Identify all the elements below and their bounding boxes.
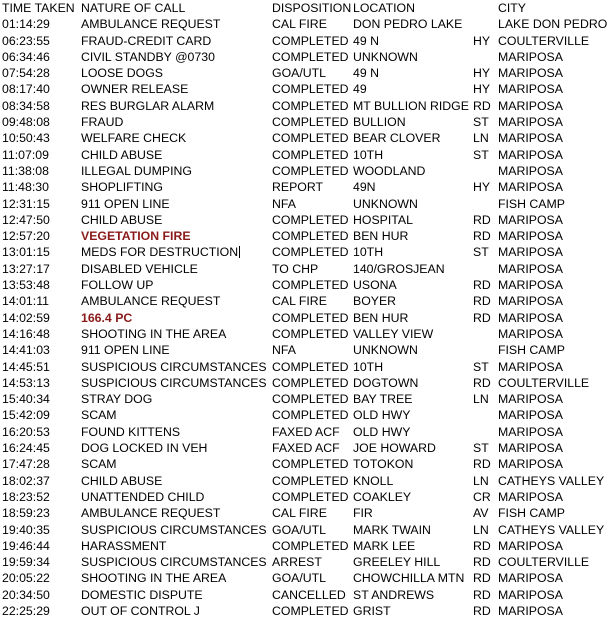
- table-row: [0, 81, 614, 97]
- nature-cell: FOLLOW UP: [81, 278, 154, 293]
- disposition-cell: CAL FIRE: [272, 17, 327, 32]
- disposition-cell: COMPLETED: [272, 473, 349, 488]
- disposition-cell: COMPLETED: [272, 392, 349, 407]
- header-disposition: DISPOSITION: [272, 1, 352, 15]
- time-cell: 19:46:44: [2, 538, 50, 553]
- location-cell: MARK TWAIN: [353, 522, 431, 537]
- disposition-cell: COMPLETED: [272, 278, 349, 293]
- city-cell: MARIPOSA: [498, 49, 563, 64]
- disposition-cell: COMPLETED: [272, 359, 349, 374]
- time-cell: 19:40:35: [2, 522, 50, 537]
- city-cell: MARIPOSA: [498, 408, 563, 423]
- time-cell: 09:48:08: [2, 115, 50, 130]
- time-cell: 17:47:28: [2, 457, 50, 472]
- nature-cell: VEGETATION FIRE: [81, 229, 191, 244]
- disposition-cell: COMPLETED: [272, 212, 349, 227]
- disposition-cell: COMPLETED: [272, 603, 349, 618]
- time-cell: 10:50:43: [2, 131, 50, 146]
- nature-cell: WELFARE CHECK: [81, 131, 187, 146]
- nature-cell: FOUND KITTENS: [81, 424, 181, 439]
- city-cell: CATHEYS VALLEY: [498, 522, 605, 537]
- city-cell: CATHEYS VALLEY: [498, 473, 605, 488]
- time-cell: 16:20:53: [2, 424, 50, 439]
- disposition-cell: FAXED ACF: [272, 424, 340, 439]
- disposition-cell: COMPLETED: [272, 115, 349, 130]
- disposition-cell: FAXED ACF: [272, 441, 340, 456]
- nature-cell: UNATTENDED CHILD: [81, 489, 205, 504]
- disposition-cell: CAL FIRE: [272, 294, 327, 309]
- street-suffix-cell: LN: [473, 473, 489, 488]
- nature-cell: SHOPLIFTING: [81, 180, 163, 195]
- city-cell: MARIPOSA: [498, 180, 563, 195]
- location-cell: BEN HUR: [353, 310, 409, 325]
- location-cell: 49: [353, 82, 367, 97]
- location-cell: USONA: [353, 278, 397, 293]
- table-row: [0, 570, 614, 586]
- city-cell: MARIPOSA: [498, 603, 563, 618]
- disposition-cell: COMPLETED: [272, 326, 349, 341]
- location-cell: 10TH: [353, 147, 384, 162]
- disposition-cell: REPORT: [272, 180, 324, 195]
- city-cell: MARIPOSA: [498, 66, 563, 81]
- disposition-cell: GOA/UTL: [272, 571, 326, 586]
- disposition-cell: COMPLETED: [272, 538, 349, 553]
- nature-cell: SHOOTING IN THE AREA: [81, 326, 227, 341]
- disposition-cell: COMPLETED: [272, 131, 349, 146]
- nature-cell: CIVIL STANDBY @0730: [81, 49, 215, 64]
- table-row: [0, 391, 614, 407]
- nature-cell: DOG LOCKED IN VEH: [81, 441, 208, 456]
- time-cell: 06:34:46: [2, 49, 50, 64]
- time-cell: 15:40:34: [2, 392, 50, 407]
- table-row: [0, 163, 614, 179]
- location-cell: CHOWCHILLA MTN: [353, 571, 465, 586]
- location-cell: ST ANDREWS: [353, 587, 435, 602]
- table-row: [0, 587, 614, 603]
- nature-cell: LOOSE DOGS: [81, 66, 164, 81]
- city-cell: MARIPOSA: [498, 131, 563, 146]
- table-row: [0, 424, 614, 440]
- table-row: [0, 440, 614, 456]
- location-cell: MARK LEE: [353, 538, 416, 553]
- nature-cell: RES BURGLAR ALARM: [81, 98, 215, 113]
- city-cell: MARIPOSA: [498, 310, 563, 325]
- disposition-cell: ARREST: [272, 555, 322, 570]
- table-row: [0, 98, 614, 114]
- city-cell: MARIPOSA: [498, 98, 563, 113]
- disposition-cell: COMPLETED: [272, 33, 349, 48]
- disposition-cell: NFA: [272, 196, 296, 211]
- location-cell: BEAR CLOVER: [353, 131, 441, 146]
- location-cell: DON PEDRO LAKE: [353, 17, 463, 32]
- table-row: [0, 310, 614, 326]
- city-cell: COULTERVILLE: [498, 375, 590, 390]
- time-cell: 20:34:50: [2, 587, 50, 602]
- nature-cell: CHILD ABUSE: [81, 473, 163, 488]
- city-cell: MARIPOSA: [498, 424, 563, 439]
- city-cell: COULTERVILLE: [498, 555, 590, 570]
- time-cell: 14:41:03: [2, 343, 50, 358]
- disposition-cell: CAL FIRE: [272, 506, 327, 521]
- time-cell: 14:01:11: [2, 294, 49, 309]
- street-suffix-cell: RD: [473, 555, 491, 570]
- city-cell: MARIPOSA: [498, 245, 563, 260]
- street-suffix-cell: ST: [473, 115, 489, 130]
- table-row: [0, 114, 614, 130]
- street-suffix-cell: AV: [473, 506, 489, 521]
- table-row: [0, 293, 614, 309]
- street-suffix-cell: HY: [473, 33, 491, 48]
- street-suffix-cell: ST: [473, 245, 489, 260]
- street-suffix-cell: HY: [473, 82, 491, 97]
- street-suffix-cell: RD: [473, 294, 491, 309]
- disposition-cell: NFA: [272, 343, 296, 358]
- city-cell: LAKE DON PEDRO: [498, 17, 608, 32]
- location-cell: UNKNOWN: [353, 343, 418, 358]
- time-cell: 11:07:09: [2, 147, 49, 162]
- location-cell: HOSPITAL: [353, 212, 413, 227]
- street-suffix-cell: RD: [473, 538, 491, 553]
- city-cell: MARIPOSA: [498, 212, 563, 227]
- city-cell: MARIPOSA: [498, 261, 563, 276]
- table-row: [0, 554, 614, 570]
- street-suffix-cell: RD: [473, 310, 491, 325]
- street-suffix-cell: RD: [473, 457, 491, 472]
- location-cell: 49N: [353, 180, 376, 195]
- time-cell: 14:45:51: [2, 359, 50, 374]
- city-cell: MARIPOSA: [498, 538, 563, 553]
- time-cell: 19:59:34: [2, 555, 50, 570]
- location-cell: COAKLEY: [353, 489, 412, 504]
- location-cell: GREELEY HILL: [353, 555, 441, 570]
- nature-cell: ILLEGAL DUMPING: [81, 163, 192, 178]
- nature-cell: 911 OPEN LINE: [81, 343, 170, 358]
- street-suffix-cell: RD: [473, 98, 491, 113]
- nature-cell: SCAM: [81, 408, 117, 423]
- nature-cell: STRAY DOG: [81, 392, 153, 407]
- city-cell: MARIPOSA: [498, 359, 563, 374]
- city-cell: MARIPOSA: [498, 147, 563, 162]
- table-row: [0, 130, 614, 146]
- table-row: [0, 375, 614, 391]
- city-cell: MARIPOSA: [498, 489, 563, 504]
- location-cell: BOYER: [353, 294, 397, 309]
- street-suffix-cell: CR: [473, 489, 491, 504]
- table-row: [0, 505, 614, 521]
- city-cell: MARIPOSA: [498, 229, 563, 244]
- time-cell: 14:02:59: [2, 310, 50, 325]
- table-row: [0, 522, 614, 538]
- time-cell: 14:53:13: [2, 375, 50, 390]
- nature-cell: SCAM: [81, 457, 117, 472]
- nature-cell: OWNER RELEASE: [81, 82, 189, 97]
- street-suffix-cell: ST: [473, 441, 489, 456]
- disposition-cell: COMPLETED: [272, 98, 349, 113]
- time-cell: 13:53:48: [2, 278, 50, 293]
- location-cell: 140/GROSJEAN: [353, 261, 445, 276]
- location-cell: JOE HOWARD: [353, 441, 436, 456]
- table-row: [0, 49, 614, 65]
- city-cell: FISH CAMP: [498, 506, 565, 521]
- nature-cell: MEDS FOR DESTRUCTION: [81, 245, 239, 260]
- time-cell: 13:01:15: [2, 245, 50, 260]
- street-suffix-cell: LN: [473, 392, 489, 407]
- disposition-cell: TO CHP: [272, 261, 319, 276]
- time-cell: 15:42:09: [2, 408, 50, 423]
- time-cell: 12:47:50: [2, 212, 50, 227]
- disposition-cell: COMPLETED: [272, 310, 349, 325]
- time-cell: 11:38:08: [2, 163, 49, 178]
- time-cell: 18:23:52: [2, 489, 50, 504]
- nature-cell: SUSPICIOUS CIRCUMSTANCES: [81, 555, 267, 570]
- nature-cell: AMBULANCE REQUEST: [81, 294, 221, 309]
- nature-cell: HARASSMENT: [81, 538, 167, 553]
- location-cell: TOTOKON: [353, 457, 414, 472]
- disposition-cell: COMPLETED: [272, 229, 349, 244]
- time-cell: 13:27:17: [2, 261, 50, 276]
- location-cell: VALLEY VIEW: [353, 326, 434, 341]
- table-row: [0, 342, 614, 358]
- nature-cell: DOMESTIC DISPUTE: [81, 587, 203, 602]
- table-row: [0, 603, 614, 619]
- location-cell: 49 N: [353, 33, 379, 48]
- street-suffix-cell: RD: [473, 603, 491, 618]
- nature-cell: FRAUD: [81, 115, 124, 130]
- time-cell: 12:57:20: [2, 229, 50, 244]
- street-suffix-cell: RD: [473, 229, 491, 244]
- table-row: [0, 33, 614, 49]
- location-cell: BEN HUR: [353, 229, 409, 244]
- location-cell: OLD HWY: [353, 408, 411, 423]
- time-cell: 14:16:48: [2, 326, 50, 341]
- street-suffix-cell: LN: [473, 522, 489, 537]
- table-row: [0, 407, 614, 423]
- city-cell: MARIPOSA: [498, 587, 563, 602]
- time-cell: 08:17:40: [2, 82, 50, 97]
- city-cell: MARIPOSA: [498, 115, 563, 130]
- location-cell: FIR: [353, 506, 373, 521]
- location-cell: WOODLAND: [353, 163, 426, 178]
- location-cell: UNKNOWN: [353, 49, 418, 64]
- header-nature: NATURE OF CALL: [81, 1, 186, 15]
- disposition-cell: CANCELLED: [272, 587, 346, 602]
- city-cell: MARIPOSA: [498, 294, 563, 309]
- time-cell: 18:02:37: [2, 473, 50, 488]
- header-row: [0, 0, 614, 16]
- city-cell: MARIPOSA: [498, 441, 563, 456]
- location-cell: 49 N: [353, 66, 379, 81]
- nature-cell: AMBULANCE REQUEST: [81, 17, 221, 32]
- disposition-cell: GOA/UTL: [272, 66, 326, 81]
- nature-cell: DISABLED VEHICLE: [81, 261, 198, 276]
- time-cell: 20:05:22: [2, 571, 50, 586]
- location-cell: OLD HWY: [353, 424, 411, 439]
- table-row: [0, 489, 614, 505]
- table-row: [0, 228, 614, 244]
- table-row: [0, 147, 614, 163]
- nature-cell: CHILD ABUSE: [81, 212, 163, 227]
- table-row: [0, 196, 614, 212]
- table-row: [0, 456, 614, 472]
- disposition-cell: COMPLETED: [272, 489, 349, 504]
- location-cell: BAY TREE: [353, 392, 413, 407]
- city-cell: FISH CAMP: [498, 343, 565, 358]
- city-cell: MARIPOSA: [498, 278, 563, 293]
- location-cell: 10TH: [353, 359, 384, 374]
- nature-cell: SUSPICIOUS CIRCUMSTANCES: [81, 359, 267, 374]
- time-cell: 08:34:58: [2, 98, 50, 113]
- time-cell: 16:24:45: [2, 441, 50, 456]
- street-suffix-cell: ST: [473, 147, 489, 162]
- table-row: [0, 244, 614, 260]
- nature-cell: FRAUD-CREDIT CARD: [81, 33, 212, 48]
- street-suffix-cell: RD: [473, 278, 491, 293]
- nature-cell: 911 OPEN LINE: [81, 196, 170, 211]
- disposition-cell: COMPLETED: [272, 147, 349, 162]
- location-cell: MT BULLION RIDGE: [353, 98, 469, 113]
- nature-cell: CHILD ABUSE: [81, 147, 163, 162]
- table-row: [0, 359, 614, 375]
- street-suffix-cell: RD: [473, 212, 491, 227]
- header-time: TIME TAKEN: [2, 1, 75, 15]
- location-cell: UNKNOWN: [353, 196, 418, 211]
- street-suffix-cell: HY: [473, 66, 491, 81]
- table-row: [0, 179, 614, 195]
- location-cell: DOGTOWN: [353, 375, 419, 390]
- location-cell: GRIST: [353, 603, 391, 618]
- street-suffix-cell: ST: [473, 359, 489, 374]
- table-row: [0, 326, 614, 342]
- nature-cell: AMBULANCE REQUEST: [81, 506, 221, 521]
- nature-cell: SHOOTING IN THE AREA: [81, 571, 227, 586]
- time-cell: 07:54:28: [2, 66, 50, 81]
- table-row: [0, 16, 614, 32]
- nature-cell: OUT OF CONTROL J: [81, 603, 200, 618]
- city-cell: MARIPOSA: [498, 163, 563, 178]
- location-cell: KNOLL: [353, 473, 394, 488]
- nature-cell: 166.4 PC: [81, 310, 133, 325]
- table-row: [0, 473, 614, 489]
- table-row: [0, 538, 614, 554]
- city-cell: FISH CAMP: [498, 196, 565, 211]
- call-log-rows: [0, 16, 614, 619]
- time-cell: 06:23:55: [2, 33, 50, 48]
- city-cell: MARIPOSA: [498, 82, 563, 97]
- time-cell: 01:14:29: [2, 17, 50, 32]
- time-cell: 12:31:15: [2, 196, 50, 211]
- disposition-cell: COMPLETED: [272, 163, 349, 178]
- nature-cell: SUSPICIOUS CIRCUMSTANCES: [81, 522, 267, 537]
- city-cell: MARIPOSA: [498, 571, 563, 586]
- disposition-cell: COMPLETED: [272, 457, 349, 472]
- street-suffix-cell: HY: [473, 180, 491, 195]
- street-suffix-cell: RD: [473, 587, 491, 602]
- header-location: LOCATION: [353, 1, 415, 15]
- table-row: [0, 277, 614, 293]
- table-row: [0, 65, 614, 81]
- location-cell: BULLION: [353, 115, 406, 130]
- disposition-cell: COMPLETED: [272, 375, 349, 390]
- text-cursor: [239, 246, 240, 258]
- table-row: [0, 212, 614, 228]
- location-cell: 10TH: [353, 245, 384, 260]
- street-suffix-cell: RD: [473, 375, 491, 390]
- time-cell: 22:25:29: [2, 603, 50, 618]
- time-cell: 11:48:30: [2, 180, 49, 195]
- table-row: [0, 261, 614, 277]
- disposition-cell: GOA/UTL: [272, 522, 326, 537]
- city-cell: MARIPOSA: [498, 326, 563, 341]
- disposition-cell: COMPLETED: [272, 49, 349, 64]
- nature-cell: SUSPICIOUS CIRCUMSTANCES: [81, 375, 267, 390]
- disposition-cell: COMPLETED: [272, 408, 349, 423]
- street-suffix-cell: LN: [473, 131, 489, 146]
- time-cell: 18:59:23: [2, 506, 50, 521]
- city-cell: COULTERVILLE: [498, 33, 590, 48]
- header-city: CITY: [498, 1, 527, 15]
- disposition-cell: COMPLETED: [272, 82, 349, 97]
- city-cell: MARIPOSA: [498, 392, 563, 407]
- street-suffix-cell: RD: [473, 571, 491, 586]
- city-cell: MARIPOSA: [498, 457, 563, 472]
- disposition-cell: COMPLETED: [272, 245, 349, 260]
